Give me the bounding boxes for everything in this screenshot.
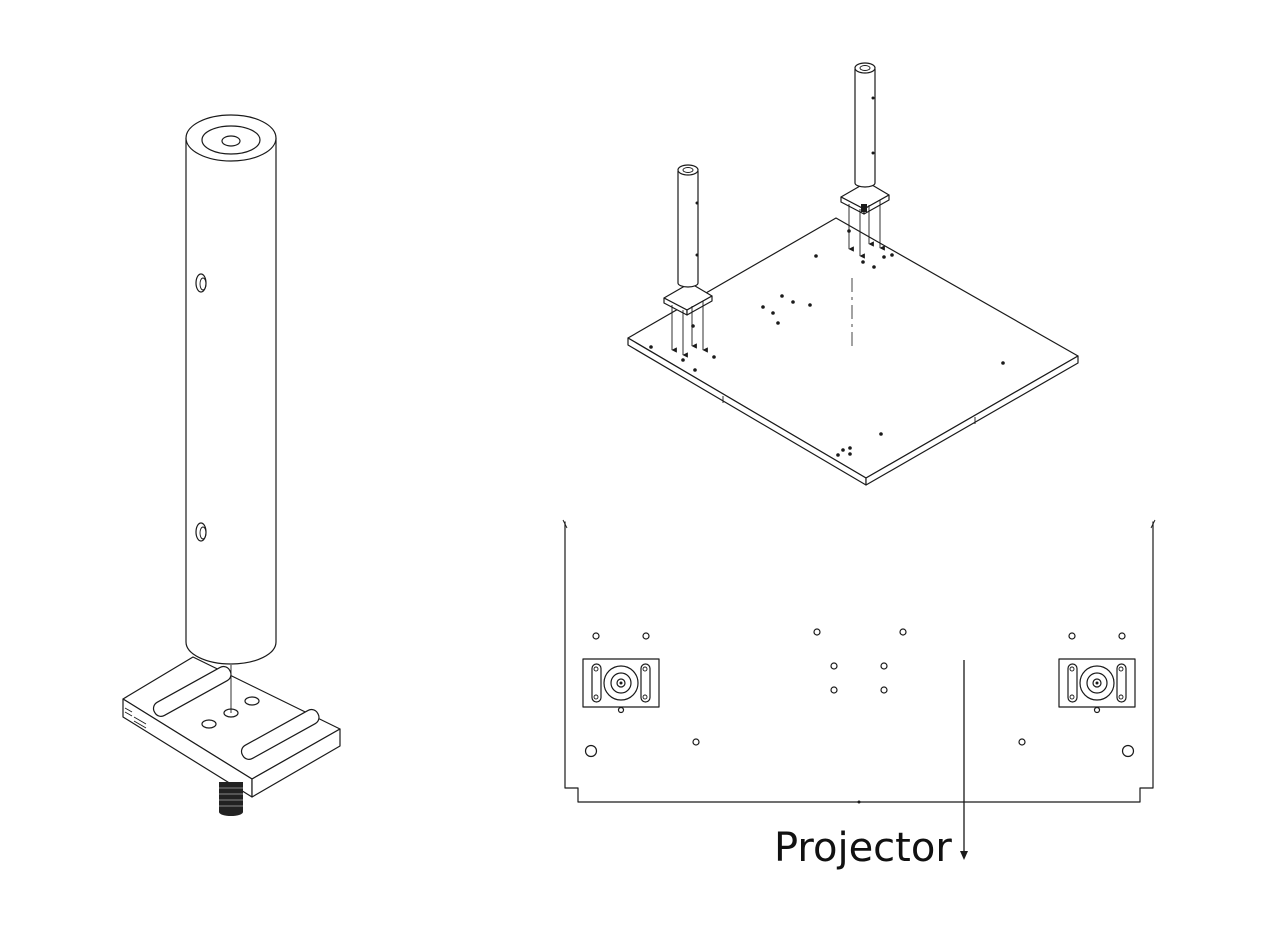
mini-post-left [664,165,712,315]
post-base-block [123,657,340,797]
plate-holes-top-view [586,629,1134,757]
plate-isometric [628,63,1078,485]
projector-label: Projector [774,825,952,871]
mount-block-left [583,659,659,707]
post-cylinder [186,115,276,664]
mount-block-right [1059,659,1135,707]
post-top-hole [222,136,240,146]
post-assembly-detail [123,115,340,816]
plate-top-view [563,520,1155,860]
set-screw [219,782,243,816]
mini-post-right [841,63,889,214]
